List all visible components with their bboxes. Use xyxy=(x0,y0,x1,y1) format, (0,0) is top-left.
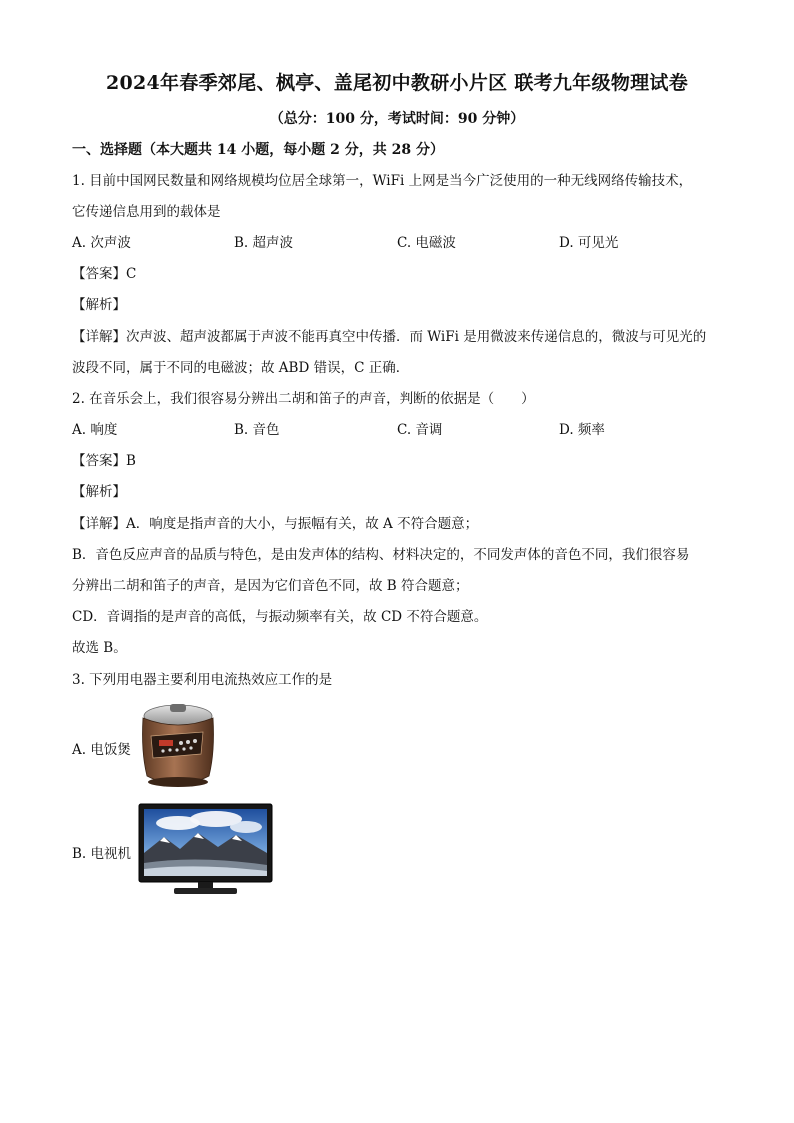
q1-stem-line2: 它传递信息用到的载体是 xyxy=(72,204,221,220)
rice-cooker-image xyxy=(137,702,219,790)
q1-stem-line1: 1. 目前中国网民数量和网络规模均位居全球第一，WiFi 上网是当今广泛使用的一种无线网络传输技术， xyxy=(72,173,693,189)
q2-stem: 2. 在音乐会上，我们很容易分辨出二胡和笛子的声音，判断的依据是（ ） xyxy=(72,391,535,407)
q1-detail-line1: 【详解】次声波、超声波都属于声波不能再真空中传播．而 WiFi 是用微波来传递信息的，微波与可见光的 xyxy=(72,329,707,345)
q3-option-a-label: A. 电饭煲 xyxy=(72,742,131,758)
q2-detail-line2: B．音色反应声音的品质与特色，是由发声体的结构、材料决定的，不同发声体的音色不同，我们很容易 xyxy=(72,547,690,563)
q2-analysis: 【解析】 xyxy=(72,484,126,500)
q1-option-d: D. 可见光 xyxy=(559,235,619,251)
q2-answer: 【答案】B xyxy=(72,453,136,469)
q2-option-d: D. 频率 xyxy=(559,422,605,438)
q2-option-a: A. 响度 xyxy=(72,422,118,438)
q1-detail-line2: 波段不同，属于不同的电磁波；故 ABD 错误，C 正确． xyxy=(72,360,410,376)
television-image xyxy=(138,803,273,899)
q2-detail-line4: CD．音调指的是声音的高低，与振动频率有关，故 CD 不符合题意。 xyxy=(72,609,488,625)
q2-detail-line1: 【详解】A．响度是指声音的大小，与振幅有关，故 A 不符合题意； xyxy=(72,516,479,532)
exam-title: 2024年春季郊尾、枫亭、盖尾初中教研小片区 联考九年级物理试卷 xyxy=(105,72,689,94)
q2-detail-line5: 故选 B。 xyxy=(72,640,127,656)
q1-option-a: A. 次声波 xyxy=(72,235,131,251)
section-heading: 一、选择题（本大题共 14 小题，每小题 2 分，共 28 分） xyxy=(72,142,444,158)
q3-stem: 3. 下列用电器主要利用电流热效应工作的是 xyxy=(72,672,333,688)
q1-option-c: C. 电磁波 xyxy=(397,235,456,251)
q2-detail-line3: 分辨出二胡和笛子的声音，是因为它们音色不同，故 B 符合题意； xyxy=(72,578,469,594)
q3-option-b-label: B. 电视机 xyxy=(72,846,132,862)
q1-answer: 【答案】C xyxy=(72,266,137,282)
q1-analysis: 【解析】 xyxy=(72,297,126,313)
q1-option-b: B. 超声波 xyxy=(234,235,294,251)
q2-option-c: C. 音调 xyxy=(397,422,443,438)
q2-option-b: B. 音色 xyxy=(234,422,280,438)
exam-subtitle: （总分：100 分，考试时间：90 分钟） xyxy=(269,111,525,127)
